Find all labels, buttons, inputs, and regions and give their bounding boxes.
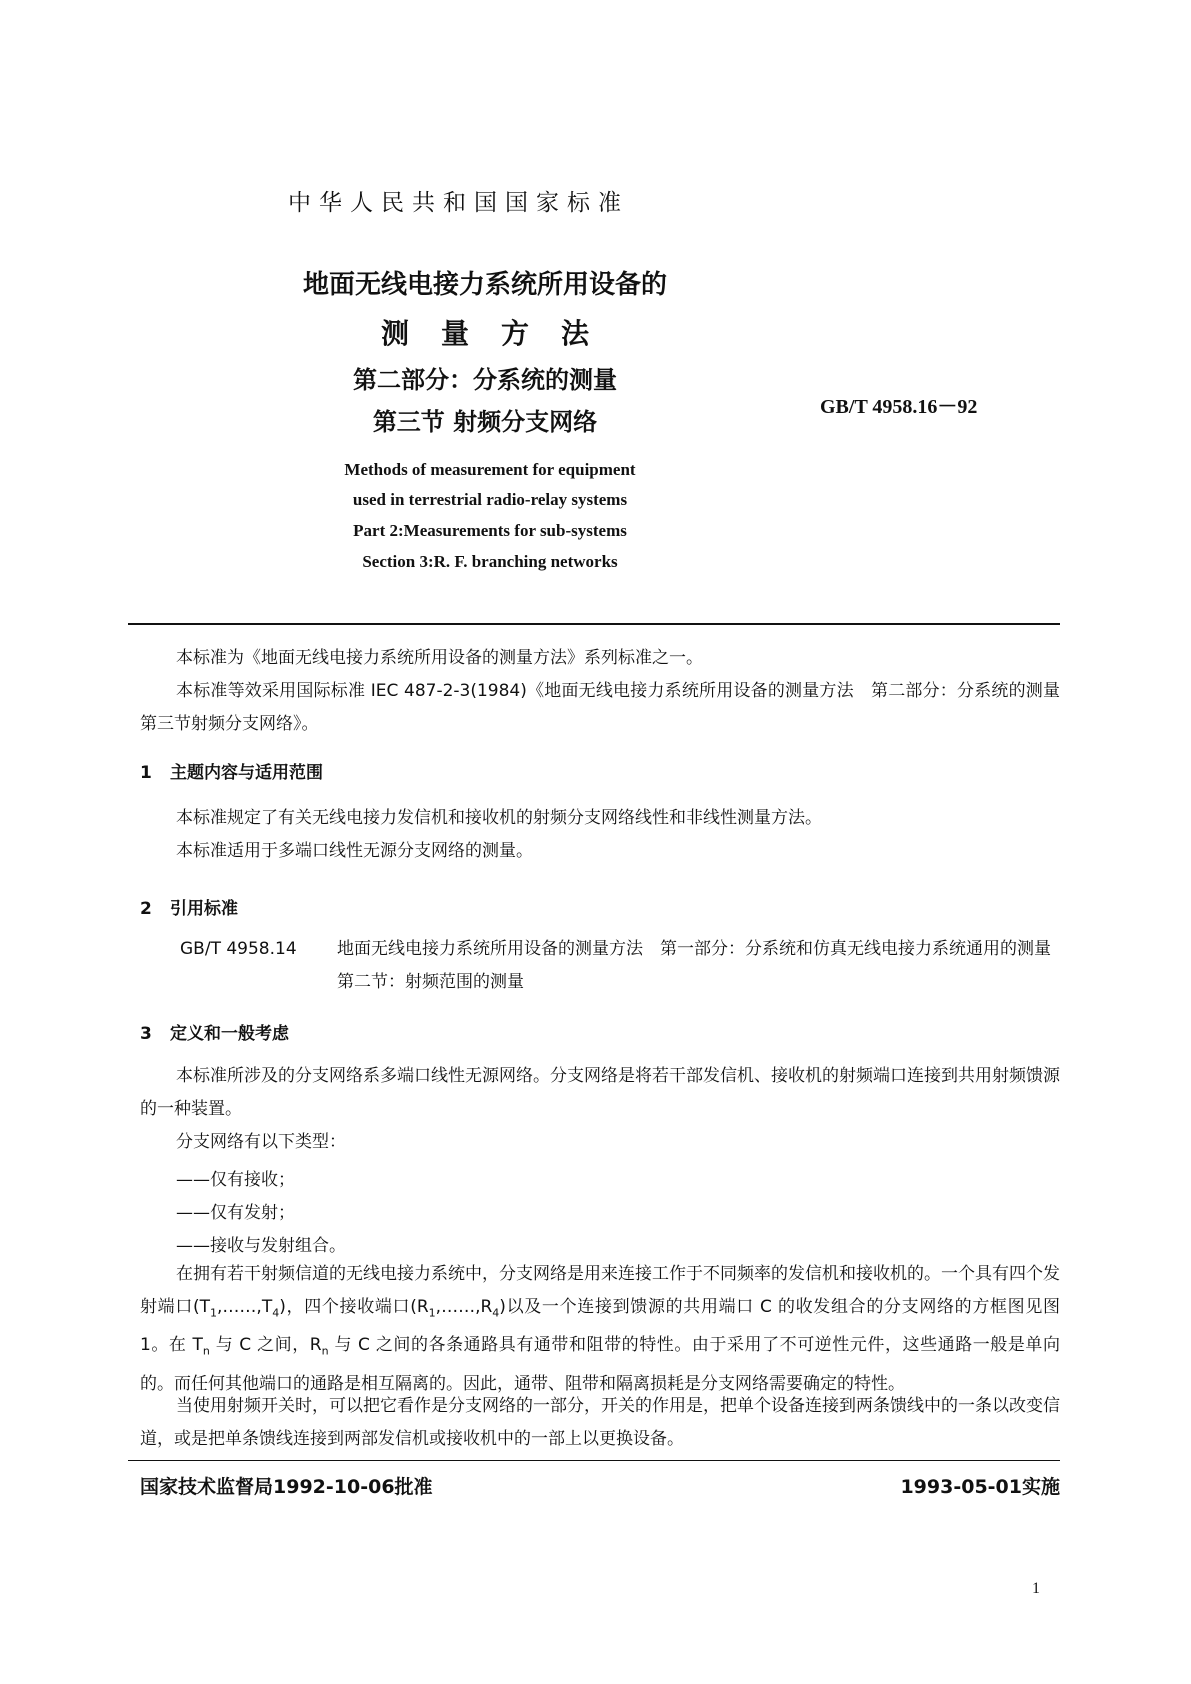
section-2-number: 2: [140, 899, 152, 919]
section-1-title: 主题内容与适用范围: [170, 763, 323, 783]
section-1-number: 1: [140, 763, 152, 783]
title-cn-line3: 第二部分：分系统的测量: [353, 366, 617, 394]
title-en-line1: Methods of measurement for equipment: [344, 460, 636, 479]
section-3-paragraph-2: 分支网络有以下类型：: [176, 1132, 346, 1152]
branch-type-item-1: ——仅有接收；: [176, 1170, 295, 1190]
section-3-paragraph-1: 本标准所涉及的分支网络系多端口线性无源网络。分支网络是将若干部发信机、接收机的射频端口连接到共用射频馈源的一种装置。: [140, 1066, 1060, 1119]
section-3-title: 定义和一般考虑: [170, 1024, 289, 1044]
section-3-heading: [140, 1019, 289, 1044]
section-2-title: 引用标准: [170, 899, 238, 919]
reference-code: GB/T 4958.14: [180, 939, 297, 959]
national-standard-heading: 中华人民共和国国家标准: [288, 190, 629, 216]
implementation-date: 1993-05-01实施: [900, 1476, 1060, 1498]
section-3-paragraph-4: 当使用射频开关时，可以把它看作是分支网络的一部分，开关的作用是，把单个设备连接到两条馈线中的一条以改变信道，或是把单条馈线连接到两部发信机或接收机中的一部上以更换设备。: [140, 1396, 1060, 1449]
section-3-number: 3: [140, 1024, 152, 1044]
branch-type-item-2: ——仅有发射；: [176, 1203, 295, 1223]
intro-paragraph-1: 本标准为《地面无线电接力系统所用设备的测量方法》系列标准之一。: [176, 648, 703, 668]
footer-divider: [128, 1460, 1060, 1461]
page-number: 1: [1032, 1580, 1040, 1597]
header-divider: [128, 623, 1060, 625]
title-en-line3: Part 2:Measurements for sub-systems: [353, 521, 627, 540]
section-2-heading: [140, 894, 238, 919]
approval-date: 国家技术监督局1992-10-06批准: [140, 1476, 433, 1498]
section-1-paragraph-1: 本标准规定了有关无线电接力发信机和接收机的射频分支网络线性和非线性测量方法。: [176, 808, 822, 828]
standard-number: GB/T 4958.16－92: [820, 396, 978, 418]
title-cn-line1: 地面无线电接力系统所用设备的: [302, 270, 667, 300]
section-3-paragraph-3: 在拥有若干射频信道的无线电接力系统中，分支网络是用来连接工作于不同频率的发信机和接收机的。一个具有四个发射端口$(T_1,\dots\dots,T_4)$，四个接收端口$(R_1,\dots\dots,R_4)$以及一个连接到馈源的共用端口 C 的收发组合的分支网络的方框图见图 1。在 $T_n$ 与 C 之间，$R_n$ 与 C 之间的各条通路具有通带和阻带的特性。由于采用了不可逆性元件，这些通路一般是单向的。而任何其他端口的通路是相互隔离的。因此，通带、阻带和隔离损耗是分支网络需要确定的特性。: [140, 1264, 1061, 1394]
branch-type-item-3: ——接收与发射组合。: [176, 1236, 346, 1256]
section-1-paragraph-2: 本标准适用于多端口线性无源分支网络的测量。: [176, 841, 533, 861]
title-en-line2: used in terrestrial radio-relay systems: [352, 490, 628, 509]
title-cn-line2: 测量方法: [380, 317, 621, 350]
reference-text: 地面无线电接力系统所用设备的测量方法 第一部分：分系统和仿真无线电接力系统通用的测量 第二节：射频范围的测量: [337, 939, 1068, 992]
title-en-line4: Section 3:R. F. branching networks: [362, 552, 618, 571]
title-cn-line4: 第三节 射频分支网络: [372, 408, 598, 436]
section-1-heading: [140, 758, 323, 783]
intro-paragraph-2: 本标准等效采用国际标准 IEC 487-2-3(1984)《地面无线电接力系统所用设备的测量方法 第二部分：分系统的测量 第三节射频分支网络》。: [140, 681, 1077, 734]
